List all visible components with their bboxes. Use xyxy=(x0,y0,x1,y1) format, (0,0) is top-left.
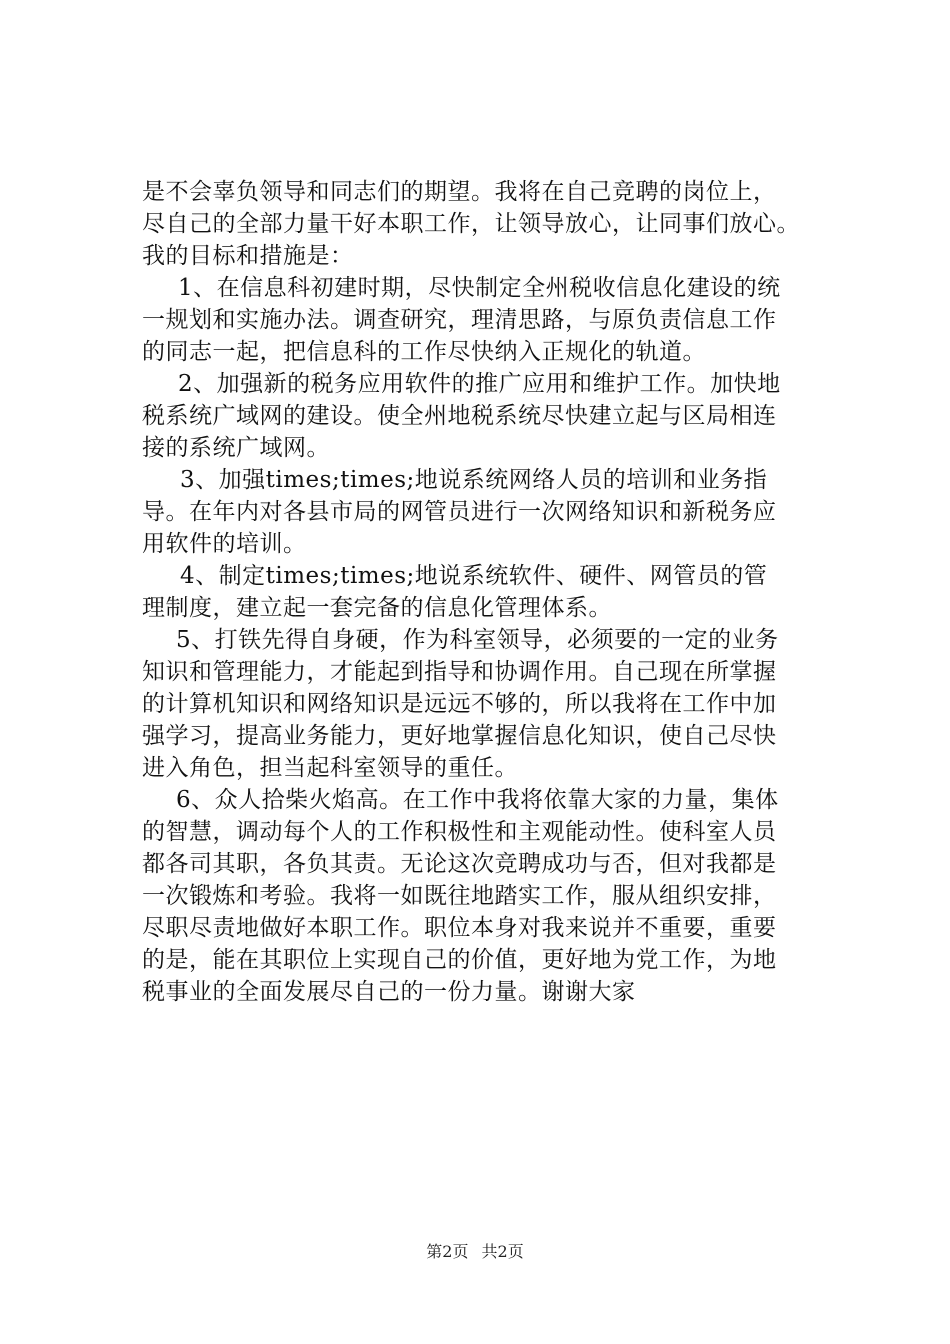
list-item-1-line: 1、在信息科初建时期，尽快制定全州税收信息化建设的统 xyxy=(178,275,781,301)
text-line: 尽职尽责地做好本职工作。职位本身对我来说并不重要，重要 xyxy=(142,915,777,941)
page-footer xyxy=(0,1240,950,1264)
text-line: 的同志一起，把信息科的工作尽快纳入正规化的轨道。 xyxy=(142,339,706,365)
page-total: 共2页 xyxy=(481,1242,524,1261)
text-line: 一规划和实施办法。调查研究，理清思路，与原负责信息工作 xyxy=(142,307,777,333)
text-line: 接的系统广域网。 xyxy=(142,435,330,461)
text-line: 的是，能在其职位上实现自己的价值，更好地为党工作，为地 xyxy=(142,947,777,973)
text-line: 进入角色，担当起科室领导的重任。 xyxy=(142,755,518,781)
list-item-5-line: 5、打铁先得自身硬，作为科室领导，必须要的一定的业务 xyxy=(176,627,779,653)
text-line: 一次锻炼和考验。我将一如既往地踏实工作，服从组织安排， xyxy=(142,883,777,909)
text-line: 税事业的全面发展尽自己的一份力量。谢谢大家 xyxy=(142,979,636,1005)
list-item-4-line: 4、制定times;times;地说系统软件、硬件、网管员的管 xyxy=(180,563,768,589)
text-line: 理制度，建立起一套完备的信息化管理体系。 xyxy=(142,595,612,621)
text-line: 尽自己的全部力量干好本职工作，让领导放心，让同事们放心。 xyxy=(142,211,800,237)
list-item-3-line: 3、加强times;times;地说系统网络人员的培训和业务指 xyxy=(180,467,768,493)
text-line: 用软件的培训。 xyxy=(142,531,307,557)
document-body xyxy=(142,176,850,1008)
text-line: 我的目标和措施是： xyxy=(142,243,354,269)
text-line: 都各司其职，各负其责。无论这次竞聘成功与否，但对我都是 xyxy=(142,851,777,877)
list-item-2-line: 2、加强新的税务应用软件的推广应用和维护工作。加快地 xyxy=(178,371,781,397)
text-line: 税系统广域网的建设。使全州地税系统尽快建立起与区局相连 xyxy=(142,403,777,429)
list-item-6-line: 6、众人拾柴火焰高。在工作中我将依靠大家的力量，集体 xyxy=(176,787,779,813)
text-line: 知识和管理能力，才能起到指导和协调作用。自己现在所掌握 xyxy=(142,659,777,685)
text-line: 导。在年内对各县市局的网管员进行一次网络知识和新税务应 xyxy=(142,499,777,525)
page-number: 第2页 xyxy=(426,1242,469,1261)
text-line: 强学习，提高业务能力，更好地掌握信息化知识，使自己尽快 xyxy=(142,723,777,749)
text-line: 的智慧，调动每个人的工作积极性和主观能动性。使科室人员 xyxy=(142,819,777,845)
text-line: 是不会辜负领导和同志们的期望。我将在自己竞聘的岗位上， xyxy=(142,179,777,205)
text-line: 的计算机知识和网络知识是远远不够的，所以我将在工作中加 xyxy=(142,691,777,717)
